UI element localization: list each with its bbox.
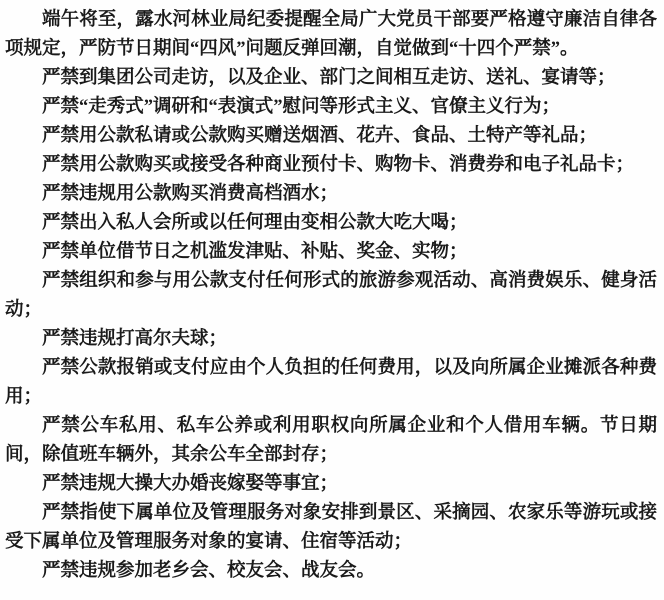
paragraph: 严禁到集团公司走访，以及企业、部门之间相互走访、送礼、宴请等； [42, 68, 616, 88]
paragraph: 严禁违规参加老乡会、校友会、战友会。 [42, 561, 376, 581]
paragraph: 严禁单位借节日之机滥发津贴、补贴、奖金、实物； [42, 242, 468, 262]
paragraph: 严禁用公款私请或公款购买赠送烟酒、花卉、食品、土特产等礼品； [42, 126, 598, 146]
paragraph: 严禁出入私人会所或以任何理由变相公款大吃大喝； [42, 213, 468, 233]
paragraph: 严禁公款报销或支付应由个人负担的任何费用，以及向所属企业摊派各种费用； [5, 358, 657, 407]
paragraph: 严禁违规用公款购买消费高档酒水； [42, 184, 339, 204]
paragraph: 严禁违规大操大办婚丧嫁娶等事宜； [42, 474, 339, 494]
paragraph: 严禁指使下属单位及管理服务对象安排到景区、采摘园、农家乐等游玩或接受下属单位及管理服务对象的宴请、住宿等活动； [5, 503, 657, 552]
paragraph: 严禁“走秀式”调研和“表演式”慰问等形式主义、官僚主义行为； [42, 97, 561, 117]
paragraph: 严禁组织和参与用公款支付任何形式的旅游参观活动、高消费娱乐、健身活动； [5, 271, 657, 320]
paragraph: 严禁用公款购买或接受各种商业预付卡、购物卡、消费券和电子礼品卡； [42, 155, 635, 175]
paragraph: 端午将至，露水河林业局纪委提醒全局广大党员干部要严格遵守廉洁自律各项规定，严防节日期间“四风”问题反弹回潮，自觉做到“十四个严禁”。 [5, 10, 657, 59]
paragraph: 严禁公车私用、私车公养或利用职权向所属企业和个人借用车辆。节日期间，除值班车辆外，其余公车全部封存； [5, 416, 657, 465]
paragraph: 严禁违规打高尔夫球； [42, 329, 228, 349]
